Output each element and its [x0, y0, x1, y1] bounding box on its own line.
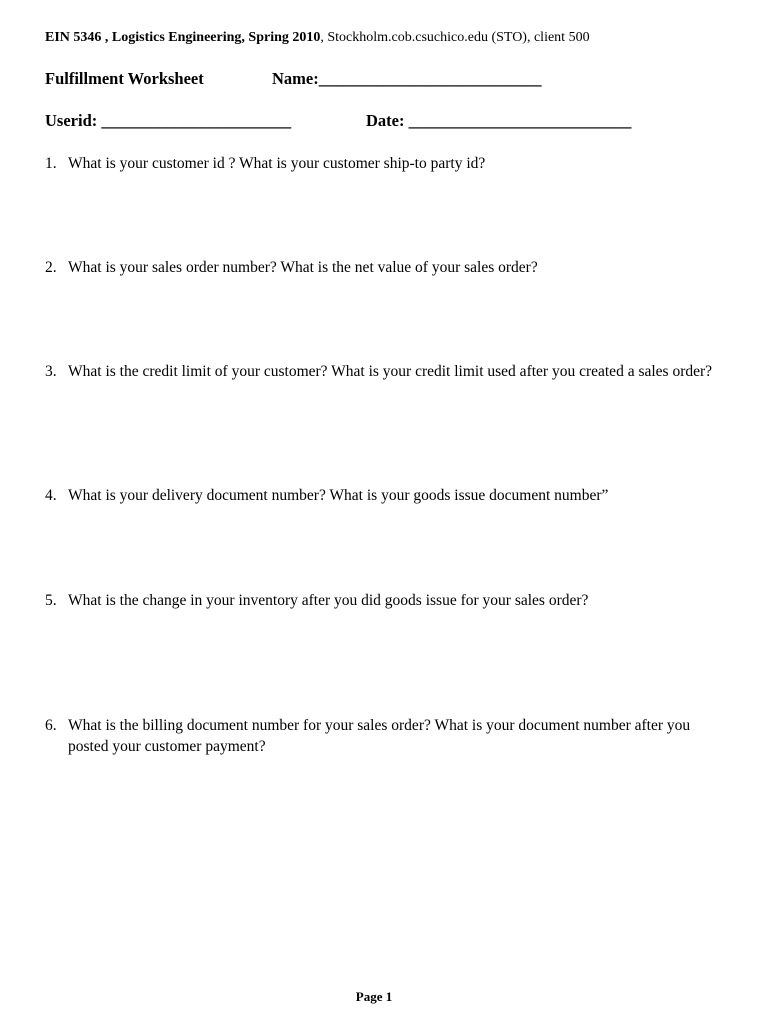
question-2	[45, 257, 725, 278]
question-3	[45, 361, 725, 382]
course-title: EIN 5346 , Logistics Engineering, Spring 2010	[45, 30, 321, 45]
worksheet-title: Fulfillment Worksheet	[45, 69, 204, 88]
question-number: 1.	[45, 155, 57, 172]
server-info: , Stockholm.cob.csuchico.edu (STO), client 500	[320, 30, 590, 45]
question-text: What is the billing document number for your sales order? What is your document number after you posted your customer payment?	[68, 717, 691, 755]
name-field: Name:___________________________	[272, 69, 542, 88]
question-text: What is the credit limit of your customer? What is your credit limit used after you created a sales order?	[68, 363, 713, 380]
question-6	[45, 715, 725, 757]
date-field: Date: ___________________________	[366, 111, 632, 130]
page-number: Page 1	[355, 989, 393, 1004]
question-number: 6.	[45, 717, 57, 734]
question-number: 4.	[45, 487, 57, 504]
question-4	[45, 485, 725, 506]
question-number: 5.	[45, 592, 57, 609]
question-text: What is your sales order number? What is the net value of your sales order?	[68, 259, 538, 276]
question-number: 3.	[45, 363, 57, 380]
userid-field: Userid: _______________________	[45, 111, 292, 130]
document-header	[45, 30, 590, 46]
question-text: What is the change in your inventory after you did goods issue for your sales order?	[68, 592, 589, 609]
question-number: 2.	[45, 259, 57, 276]
question-1	[45, 153, 725, 174]
question-5	[45, 590, 725, 611]
question-text: What is your customer id ? What is your customer ship-to party id?	[68, 155, 486, 172]
question-text: What is your delivery document number? What is your goods issue document number”	[68, 487, 609, 504]
